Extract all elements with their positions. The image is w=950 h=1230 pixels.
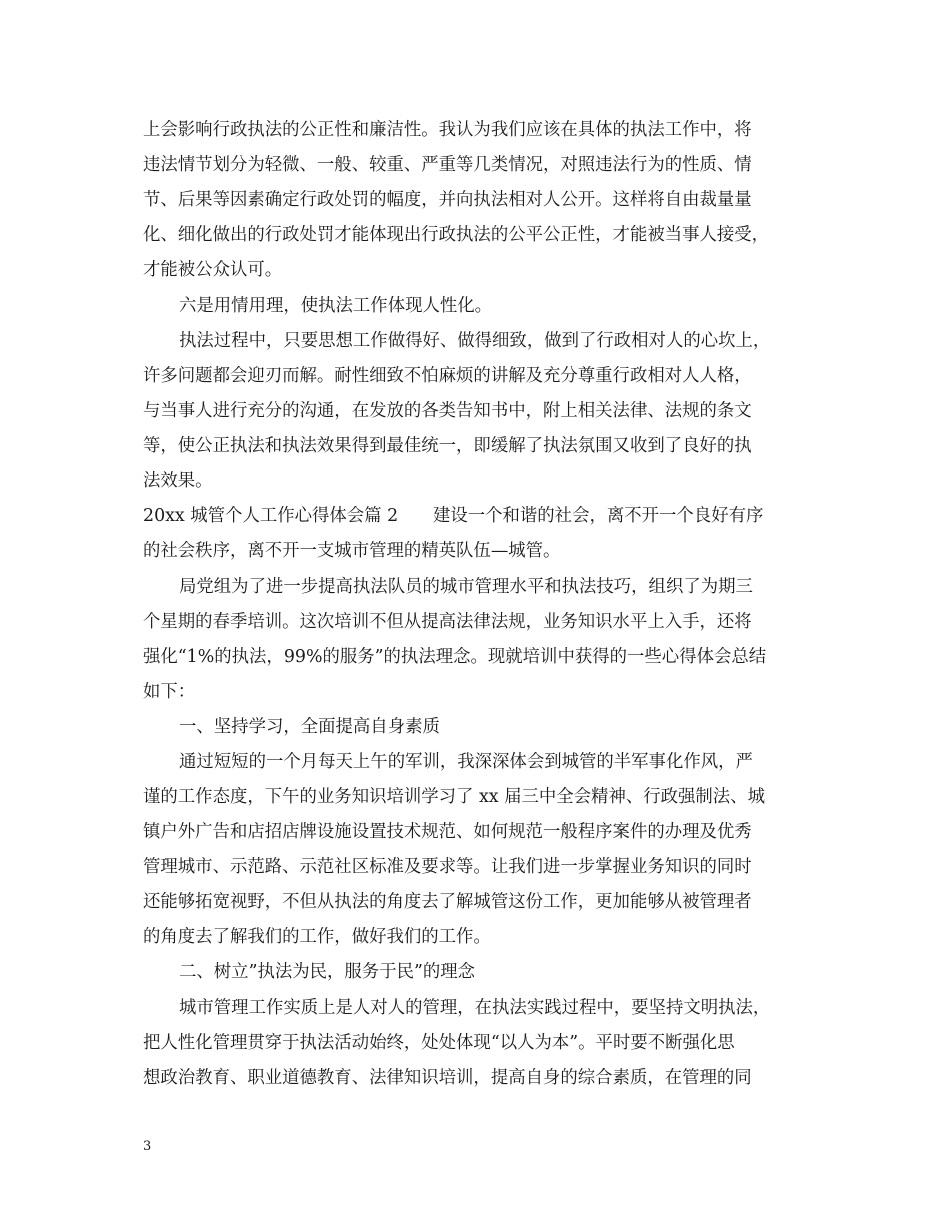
text-line: 化、细化做出的行政处罚才能体现出行政执法的公平公正性，才能被当事人接受， (143, 225, 770, 245)
text-line: 的社会秩序，离不开一支城市管理的精英队伍—城管。 (143, 541, 561, 561)
text-line: 等，使公正执法和执法效果得到最佳统一，即缓解了执法氛围又收到了良好的执 (143, 436, 752, 456)
text-line: 节、后果等因素确定行政处罚的幅度，并向执法相对人公开。这样将自由裁量量 (143, 190, 752, 210)
text-line: 想政治教育、职业道德教育、法律知识培训，提高自身的综合素质，在管理的同 (143, 1068, 752, 1088)
text-line: 局党组为了进一步提高执法队员的城市管理水平和执法技巧，组织了为期三 (179, 577, 753, 597)
page-number: 3 (143, 1139, 152, 1154)
text-line: 城市管理工作实质上是人对人的管理，在执法实践过程中，要坚持文明执法， (179, 998, 771, 1018)
text-line: 通过短短的一个月每天上午的军训，我深深体会到城管的半军事化作风，严 (179, 752, 753, 772)
section-heading: 一、坚持学习，全面提高自身素质 (179, 717, 440, 737)
text-line: 谨的工作态度，下午的业务知识培训学习了 xx 届三中全会精神、行政强制法、城 (143, 787, 765, 807)
section-heading: 二、树立”执法为民，服务于民”的理念 (179, 962, 476, 982)
text-line: 还能够拓宽视野，不但从执法的角度去了解城管这份工作，更加能够从被管理者 (143, 892, 752, 912)
text-line: 镇户外广告和店招店牌设施设置技术规范、如何规范一般程序案件的办理及优秀 (143, 822, 752, 842)
text-line: 违法情节划分为轻微、一般、较重、严重等几类情况，对照违法行为的性质、情 (143, 155, 752, 175)
text-line: 才能被公众认可。 (143, 260, 283, 280)
text-line: 如下： (143, 682, 196, 702)
text-line: 个星期的春季培训。这次培训不但从提高法律法规，业务知识水平上入手，还将 (143, 612, 752, 632)
text-line: 强化“1%的执法，99%的服务”的执法理念。现就培训中获得的一些心得体会总结 (143, 647, 767, 667)
text-line: 管理城市、示范路、示范社区标准及要求等。让我们进一步掌握业务知识的同时 (143, 857, 752, 877)
text-line: 执法过程中，只要思想工作做得好、做得细致，做到了行政相对人的心坎上， (179, 331, 771, 351)
text-line: 与当事人进行充分的沟通，在发放的各类告知书中，附上相关法律、法规的条文 (143, 401, 752, 421)
text-line: 上会影响行政执法的公正性和廉洁性。我认为我们应该在具体的执法工作中，将 (143, 120, 752, 140)
text-line: 把人性化管理贯穿于执法活动始终，处处体现“以人为本”。平时要不断强化思 (143, 1033, 735, 1053)
text-line: 法效果。 (143, 471, 213, 491)
text-line: 的角度去了解我们的工作，做好我们的工作。 (143, 927, 491, 947)
article-title-line: 20xx 城管个人工作心得体会篇 2 建设一个和谐的社会，离不开一个良好有序 (143, 506, 764, 526)
section-heading: 六是用情用理，使执法工作体现人性化。 (179, 296, 493, 316)
text-line: 许多问题都会迎刃而解。耐性细致不怕麻烦的讲解及充分尊重行政相对人人格， (143, 366, 752, 386)
